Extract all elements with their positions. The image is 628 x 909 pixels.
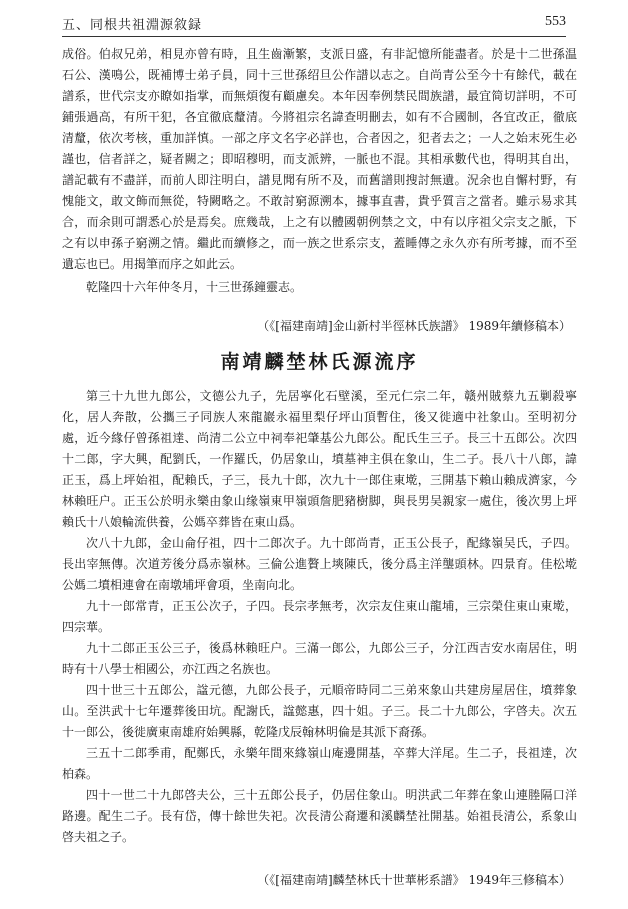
body-paragraph: 三五十二郎季甫，配鄭氏，永樂年間來緣嶺山庵邊開基，卒葬大洋尾。生二子，長祖達，次柏森。 xyxy=(62,746,577,781)
source-citation: （《[福建南靖]金山新村半徑林氏族譜》 1989年續修稿本） xyxy=(257,319,571,333)
body-paragraph: 四十世三十五郎公，諡元德，九郎公長子，元順帝時同二三弟來象山共建房屋居住，墳葬象山。至洪武十七年遷葬後田坑。配謝氏，諡懿惠，四十姐。子三。長二十九郎公，字啓夫。次五十一郎公，後徙廣東南雄府始興縣，乾隆戊辰翰林明倫是其派下裔孫。 xyxy=(62,683,577,739)
body-paragraph: 次八十九郎，金山侖仔祖，四十二郎次子。九十郎尚青，正玉公長子，配緣嶺吴氏，子四。長出宰無傳。次道芳後分爲赤嶺林。三倫公進贅上塽陳氏，後分爲主洋壟頭林。四景育。佳松墘公媽二墳相連會在南墩埔坪會項，坐南向北。 xyxy=(62,536,577,592)
body-paragraph: 九十二郎正玉公三子，後爲林賴旺户。三滿一郎公，九郎公三子，分江西吉安水南居住，明時有十八學士相國公，亦江西之名族也。 xyxy=(62,641,577,676)
body-paragraph: 九十一郎常青，正玉公次子，子四。長宗孝無考，次宗友住東山龍埔，三宗榮住東山東墘，四宗華。 xyxy=(62,599,577,634)
preface-date-signature: 乾隆四十六年仲冬月，十三世孫鐘靈志。 xyxy=(86,280,303,294)
source-citation: （《[福建南靖]麟埜林氏十世華彬系譜》 1949年三修稿本） xyxy=(257,873,571,887)
running-header-title: 五、同根共祖淵源敘録 xyxy=(62,18,203,33)
section-title: 南靖麟埜林氏源流序 xyxy=(220,351,419,373)
page-header xyxy=(62,12,566,37)
page-content xyxy=(62,44,577,901)
body-paragraph: 四十一世二十九郎啓夫公，三十五郎公長子，仍居住象山。明洪武二年葬在象山連塍隔口洋路邊。配生二子。長有岱，傳十餘世失祀。次長清公裔遷和溪麟埜社開基。始祖長清公，系象山啓夫祖之子。 xyxy=(62,788,577,844)
preface-continuation-paragraph: 成俗。伯叔兄弟，相見亦曾有時，且生齒漸繁，支派日盛，有非記憶所能盡者。於是十二世孫温石公、漢鳴公，既補博士弟子員，同十三世孫绍旦公作譜以志之。自尚青公至今十有餘代，載在譜系，世代宗支亦瞭如指掌，而無煩復有顧慮矣。本年因奉例禁民間族譜，最宜简切詳明，不可鋪張過高，有所干犯，各宜徹底釐清。今將祖宗名諱查明刪去，如有不合國制，各宜改正，徹底清釐，依次考核，重加詳慎。一部之序文名字必詳也，合者因之，犯者去之；一人之始末死生必謹也，信者詳之，疑者闕之；即昭穆明，而支派辨，一脈也不混。其相承數代也，得明其自出，譜記載有不盡詳，而前人即注明白，譜見聞有所不及，而舊譜則搜討無遺。況余也自懈村野，有愧能文，敢文飾而無從，特闕略之。不敢討窮源溯本，據事直書，貴乎質言之當者。雖示易求其合，而余則可謂悉心於是焉矣。庶幾哉，上之有以體國朝例禁之文，中有以序祖父宗支之脈，下之有以申孫子窮溯之情。繼此而續修之，而一族之世系宗支，蓋睡傳之永久亦有所考據，而不至遺忘也已。用揭筆而序之如此云。 xyxy=(62,47,577,271)
page-number: 553 xyxy=(545,14,566,29)
body-paragraph: 第三十九世九郎公，文德公九子，先居寧化石壁溪，至元仁宗二年，赣州賊蔡九五剿殺寧化，居人奔散，公攜三子同族人來龍巖永福里梨仔坪山頂暫住，後又徙適中社象山。至明初分處，近今緣仔曾孫祖達、尚清二公立中祠奉祀肇基公九郎公。配氏生三子。長三十五郎公。次四十二郎，字大興，配劉氏，一作羅氏，仍居象山，墳墓神主俱在象山，生二子。長八十八郎，諱正玉，爲上坪始祖，配賴氏，子三，長九十郎，次九十一郎住東墘，三開基下賴山賴成濟家，今林賴旺户。正玉公於明永樂由象山缘嶺東甲嶺頭詹肥豬樹脚，與長男吴親家一處住，後次男上坪賴氏十八娘輪流供養，公媽卒葬皆在東山爲。 xyxy=(62,389,577,529)
